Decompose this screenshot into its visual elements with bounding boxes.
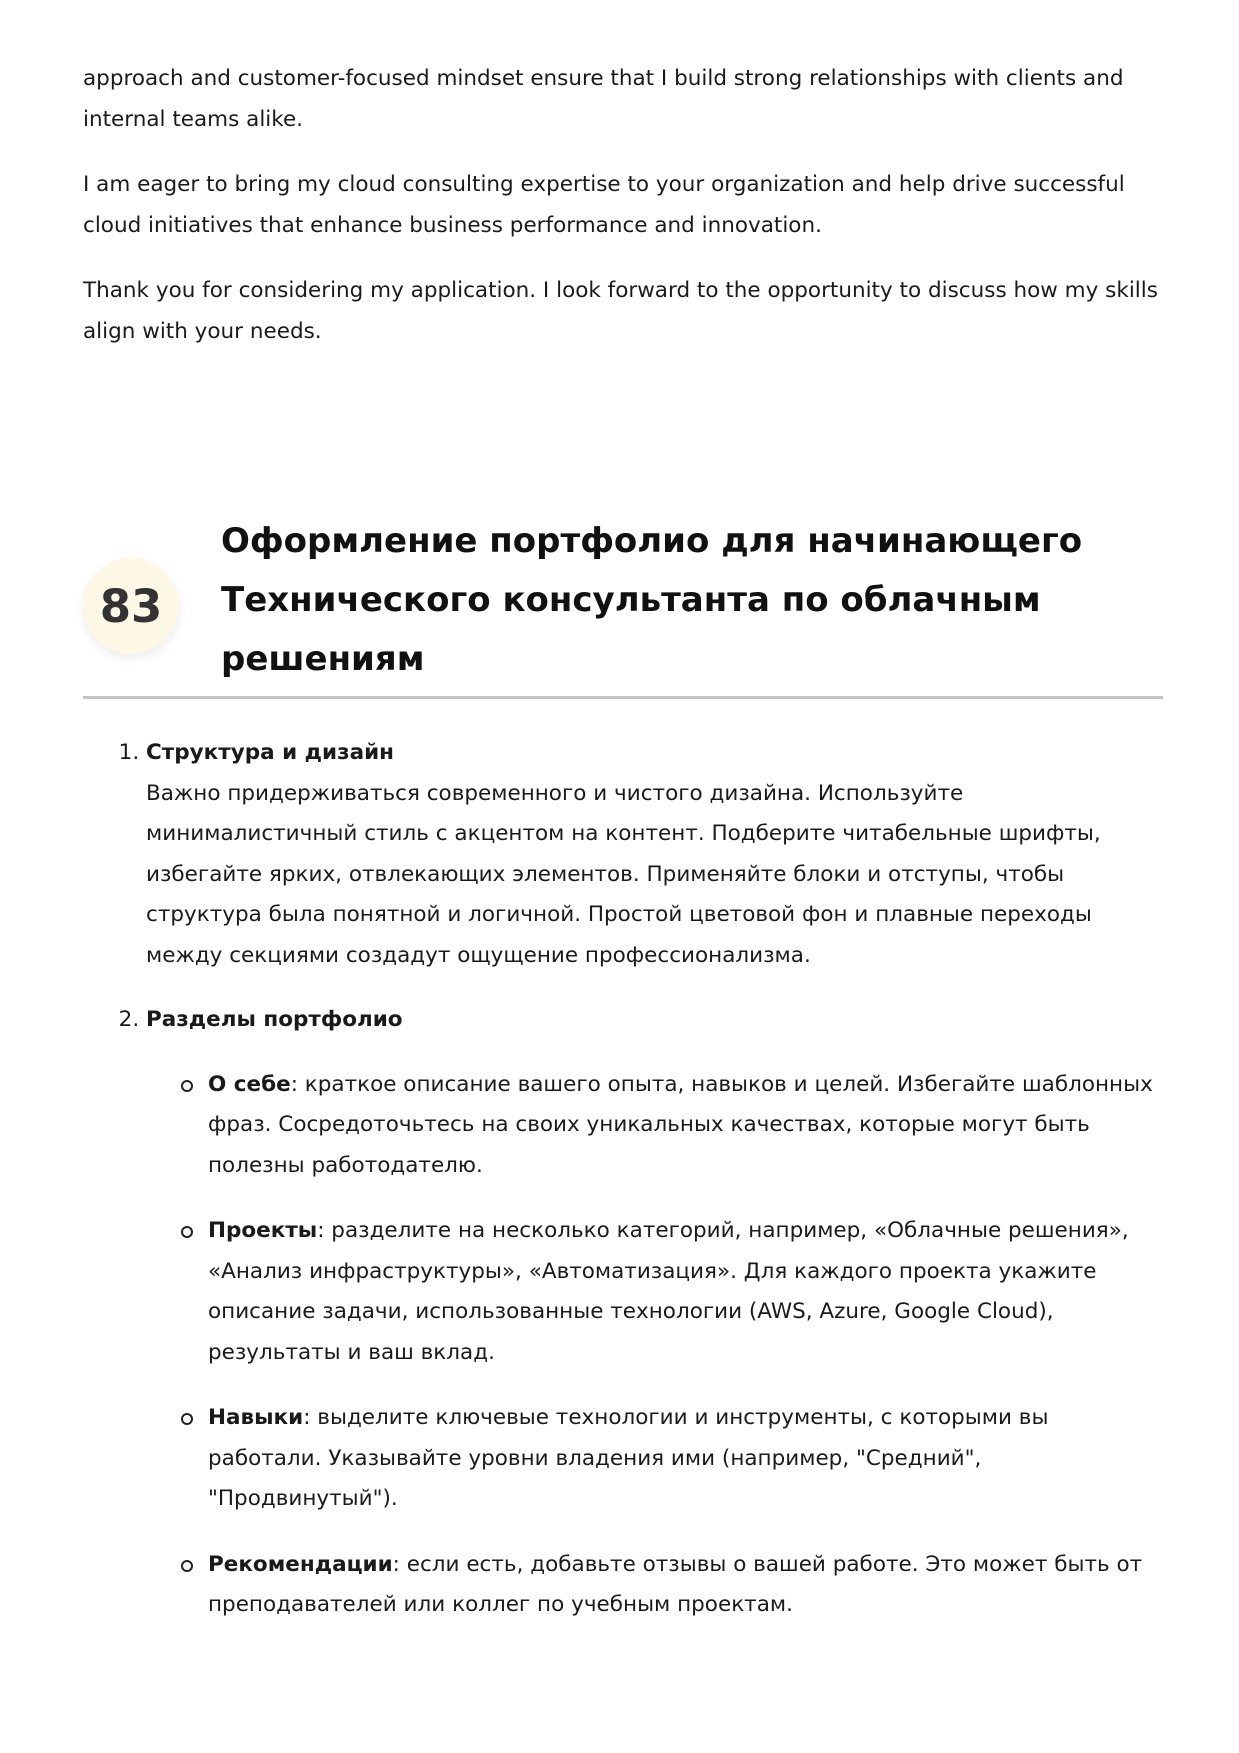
paragraph: Thank you for considering my application. I look forward to the opportunity to discuss how my skills align with your needs.: [83, 278, 1158, 344]
bullet-list: [146, 1065, 1163, 1626]
bullet-item: [208, 1398, 1163, 1520]
term: Проекты: [208, 1218, 318, 1243]
term-text: : краткое описание вашего опыта, навыков и целей. Избегайте шаблонных фраз. Сосредоточьтесь на своих уникальных качествах, которые могут быть полезны работодателю.: [208, 1071, 1153, 1178]
section-header: [83, 521, 1163, 699]
item-title: Структура и дизайн: [146, 740, 394, 765]
item-title: Разделы портфолио: [146, 1007, 403, 1032]
paragraph: I am eager to bring my cloud consulting expertise to your organization and help drive successful cloud initiatives that enhance business performance and innovation.: [83, 172, 1125, 238]
section-number-badge: 83: [83, 558, 179, 654]
cover-letter-ending: [83, 0, 1163, 352]
term-text: : если есть, добавьте отзывы о вашей работе. Это может быть от преподавателей или коллег по учебным проектам.: [208, 1551, 1143, 1617]
term: Навыки: [208, 1405, 304, 1430]
term-text: : разделите на несколько категорий, например, «Облачные решения», «Анализ инфраструктуры», «Автоматизация». Для каждого проекта укажите описание задачи, использованные технологии (AWS, Azure, Google Cloud), результаты и ваш вклад.: [208, 1218, 1129, 1365]
bullet-item: [208, 1211, 1163, 1373]
term-text: : выделите ключевые технологии и инструменты, с которыми вы работали. Указывайте уровни владения ими (например, "Средний", "Продвинутый").: [208, 1405, 1049, 1511]
list-item: [146, 733, 1163, 976]
section-title: Оформление портфолио для начинающего Технического консультанта по облачным решениям: [221, 521, 1083, 679]
list-item: [146, 1000, 1163, 1626]
numbered-list: [83, 733, 1163, 1626]
term: О себе: [208, 1071, 291, 1097]
bullet-item: [208, 1545, 1163, 1626]
paragraph: approach and customer-focused mindset ensure that I build strong relationships with clients and internal teams alike.: [83, 66, 1124, 132]
bullet-item: [208, 1065, 1163, 1187]
term: Рекомендации: [208, 1551, 393, 1577]
item-text: Важно придерживаться современного и чистого дизайна. Используйте минималистичный стиль с акцентом на контент. Подберите читабельные шрифты, избегайте ярких, отвлекающих элементов. Применяйте блоки и отступы, чтобы структура была понятной и логичной. Простой цветовой фон и плавные переходы между секциями создадут ощущение профессионализма.: [146, 780, 1101, 968]
document-page: [83, 0, 1163, 1651]
